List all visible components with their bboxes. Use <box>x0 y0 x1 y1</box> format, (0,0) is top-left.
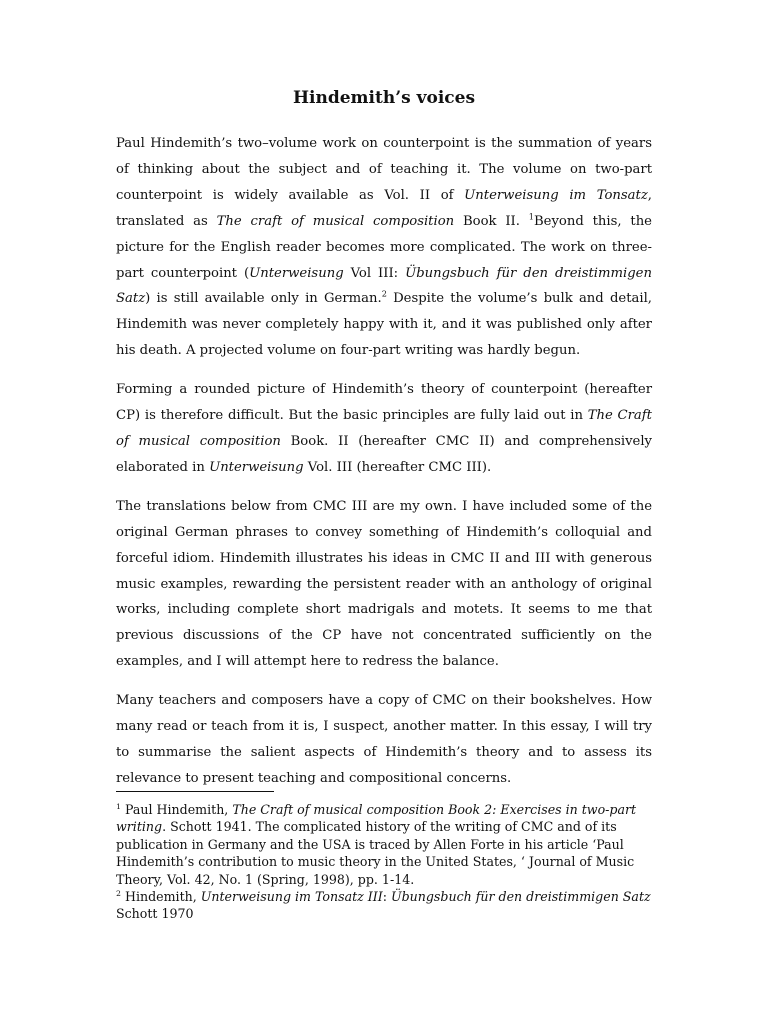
italic-text: Übungsbuch für den dreistimmigen Satz <box>390 889 651 905</box>
paragraph <box>116 131 652 364</box>
italic-text: The Craft of musical composition <box>116 408 652 449</box>
italic-text: Unterweisung im Tonsatz III <box>200 889 383 905</box>
text-run: Despite the volume’s bulk and detail, Hindemith was never completely happy with it, and it was published only after his death. A projected volume on four-part writing was hardly begun. <box>116 291 652 359</box>
text-run: Schott 1970 <box>116 906 194 922</box>
footnote <box>116 801 652 888</box>
text-run: . Schott 1941. The complicated history of the writing of CMC and of its publication in Germany and the USA is traced by Allen Forte in his article ‘Paul Hindemith’s contribution to music theory in the United States, ‘ Journal of Music Theory, Vol. 42, No. 1 (Spring, 1998), pp. 1-14. <box>116 819 635 887</box>
text-run: Book. II (hereafter CMC II) and comprehensively elaborated in <box>116 433 652 475</box>
text-run: Hindemith, <box>120 889 201 905</box>
text-run: Paul Hindemith, <box>120 802 233 817</box>
text-run: Book II. <box>454 213 529 229</box>
footnote <box>116 888 652 923</box>
footnote-marker: 2 <box>116 888 121 898</box>
text-run: Many teachers and composers have a copy of CMC on their bookshelves. How many read or teach from it is, I suspect, another matter. In this essay, I will try to summarise the salient aspects of Hindemith’s theory and to assess its relevance to present teaching and compositional concerns. <box>116 693 652 786</box>
footnotes <box>116 801 652 923</box>
italic-text: Unterweisung im Tonsatz <box>464 187 648 203</box>
text-run: Vol. III (hereafter CMC III). <box>303 459 492 475</box>
italic-text: The craft of musical composition <box>216 213 455 229</box>
text-run: , translated as <box>116 187 652 229</box>
footnote-marker: 2 <box>381 289 387 300</box>
italic-text: Unterweisung <box>249 265 344 281</box>
document-body <box>116 131 652 805</box>
footnote-marker: 1 <box>116 801 121 811</box>
text-run: ) is still available only in German. <box>145 291 382 307</box>
paragraph <box>116 494 652 675</box>
footnote-divider <box>116 791 274 792</box>
paragraph <box>116 377 652 481</box>
text-run: Paul Hindemith’s two–volume work on counterpoint is the summation of years of thinking about the subject and of teaching it. The volume on two-part counterpoint is widely available as Vol. II of <box>116 136 652 203</box>
italic-text: Unterweisung <box>209 459 304 475</box>
text-run: Forming a rounded picture of Hindemith’s theory of counterpoint (hereafter CP) is therefore difficult. But the basic principles are fully laid out in <box>116 382 652 424</box>
footnote-marker: 1 <box>528 211 534 222</box>
italic-text: The Craft of musical composition Book 2: Exercises in two-part writing <box>116 802 637 835</box>
text-run: Vol III: <box>343 265 406 281</box>
text-run: Beyond this, the picture for the English reader becomes more complicated. The work on three-part counterpoint ( <box>116 213 652 281</box>
text-run: : <box>382 889 391 905</box>
italic-text: Übungsbuch für den dreistimmigen Satz <box>116 265 652 307</box>
document-title: Hindemith’s voices <box>292 88 476 108</box>
text-run: The translations below from CMC III are my own. I have included some of the original German phrases to convey something of Hindemith’s colloquial and forceful idiom. Hindemith illustrates his ideas in CMC II and III with generous music examples, rewarding the persistent reader with an anthology of original works, including complete short madrigals and motets. It seems to me that previous discussions of the CP have not concentrated sufficiently on the examples, and I will attempt here to redress the balance. <box>116 498 652 670</box>
paragraph <box>116 688 652 792</box>
